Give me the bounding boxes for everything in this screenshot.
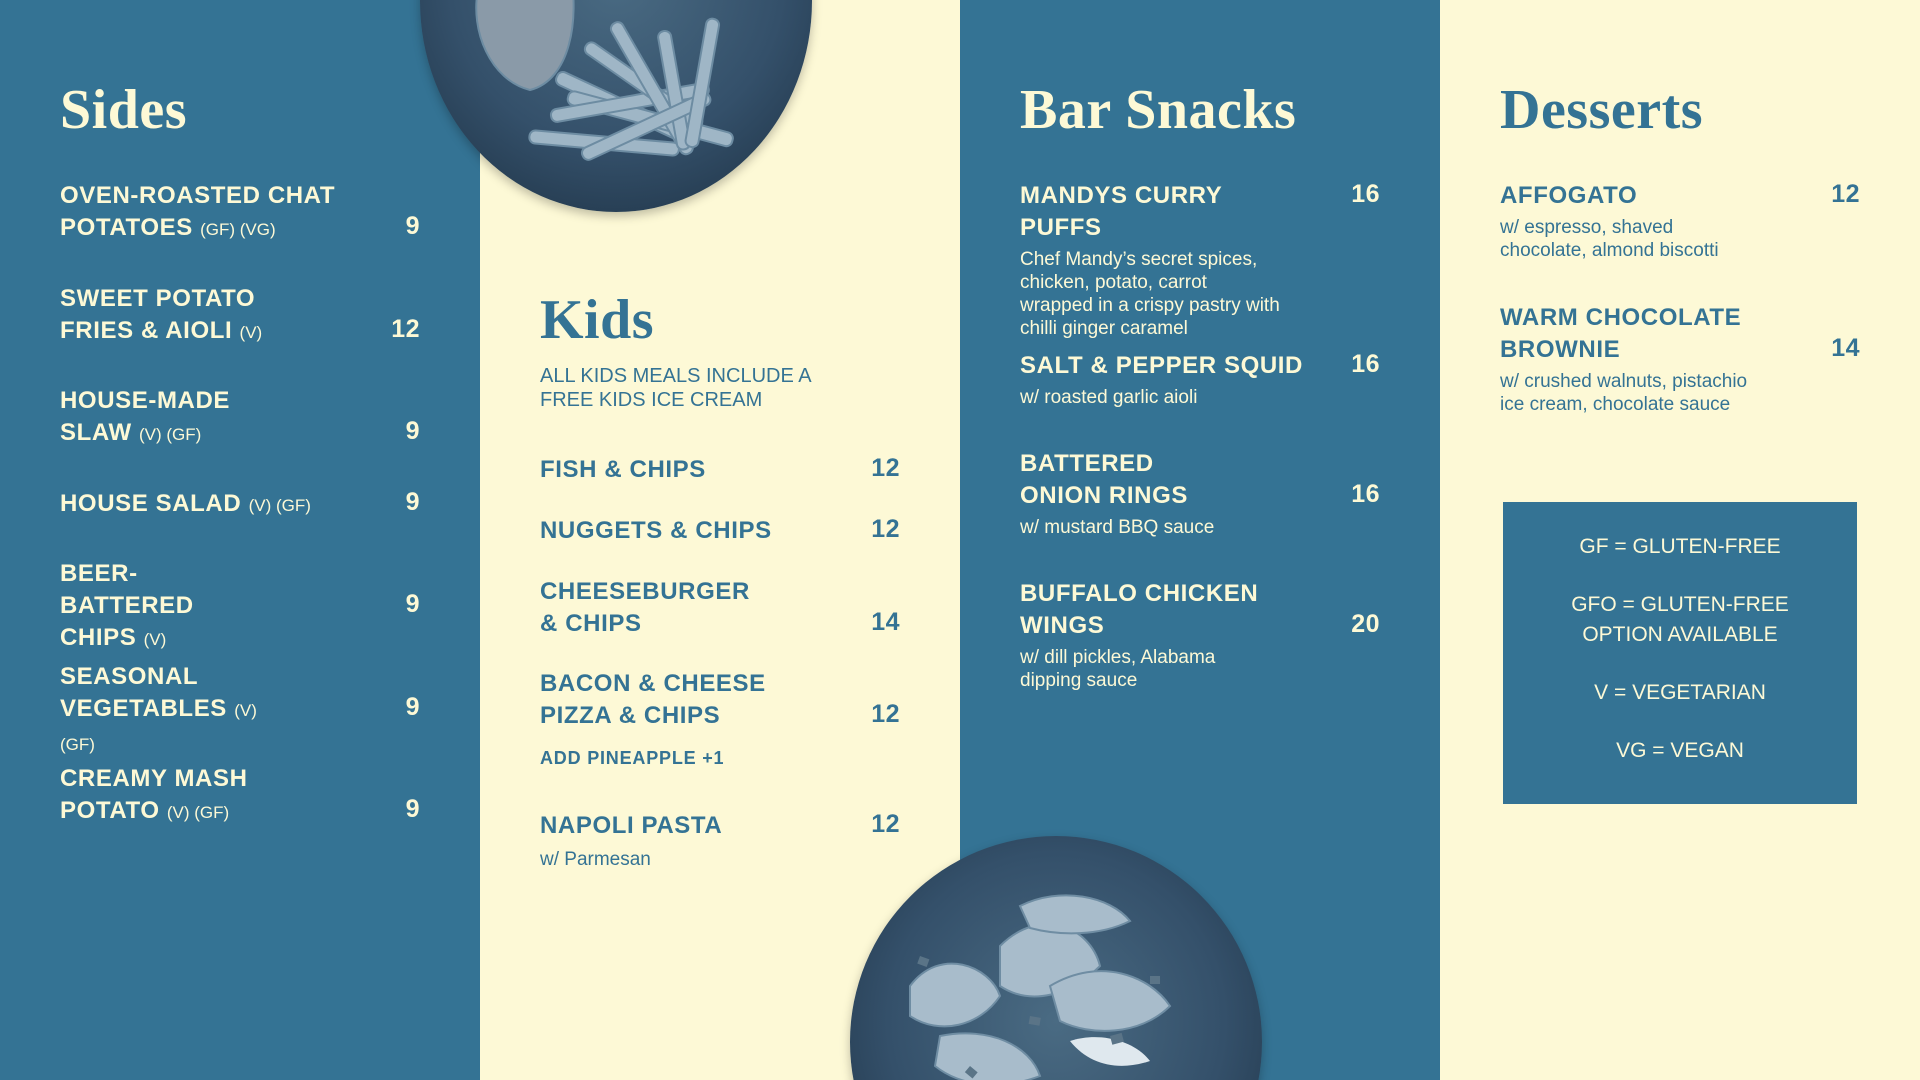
legend-vg: VG = VEGAN [1616,739,1744,762]
item-name: CHEESEBURGER & CHIPS [540,578,750,637]
item-name: CREAMY MASH POTATO [60,765,248,824]
kids-note: ALL KIDS MEALS INCLUDE A FREE KIDS ICE CREAM [540,365,811,411]
desserts-title: Desserts [1500,79,1704,141]
kids-title: Kids [540,289,655,351]
menu-item [540,454,900,486]
item-desc: w/ Parmesan [540,849,651,870]
item-name: NAPOLI PASTA [540,812,723,839]
menu-item [1020,180,1380,340]
item-desc: w/ espresso, shaved chocolate, almond biscotti [1500,217,1719,261]
item-name: WARM CHOCOLATE BROWNIE [1500,304,1742,363]
sides-column [0,0,480,1080]
menu-item [60,180,420,246]
item-name: SEASONAL VEGETABLES [60,663,227,722]
menu-item [60,283,420,349]
item-price: 14 [1831,334,1860,362]
diet-tags: (GF) (VG) [200,220,276,239]
item-price: 12 [871,454,900,482]
item-name: HOUSE-MADE SLAW [60,387,231,446]
item-name: BATTERED ONION RINGS [1020,450,1188,509]
legend-gf: GF = GLUTEN-FREE [1579,535,1781,558]
menu-item [540,515,900,547]
sides-title: Sides [60,79,187,141]
menu-item [60,558,420,656]
menu-item [540,668,900,732]
item-name: SALT & PEPPER SQUID [1020,352,1303,379]
menu-item [1500,180,1860,262]
item-name: BUFFALO CHICKEN WINGS [1020,580,1259,639]
menu-item [60,488,420,522]
item-name: SWEET POTATO FRIES & AIOLI [60,285,256,344]
item-price: 16 [1351,180,1380,208]
kids-addon: ADD PINEAPPLE +1 [540,748,725,768]
menu-item [1020,578,1380,692]
item-desc: w/ crushed walnuts, pistachio ice cream, chocolate sauce [1500,371,1748,415]
item-price: 9 [405,590,420,618]
menu-item [1020,448,1380,539]
item-name: OVEN-ROASTED CHAT POTATOES [60,182,336,241]
menu-item [60,385,420,451]
item-name: BEER-BATTERED CHIPS [60,560,194,651]
item-name: MANDYS CURRY PUFFS [1020,182,1222,241]
menu-item [60,763,420,829]
diet-tags: (V) (GF) [139,425,202,444]
item-price: 12 [871,700,900,728]
item-price: 9 [405,488,420,516]
menu-item [1020,350,1380,409]
item-price: 12 [1831,180,1860,208]
item-price: 12 [391,315,420,343]
diet-tags: (V) [143,630,167,649]
item-price: 9 [405,212,420,240]
item-price: 9 [405,693,420,721]
item-name: AFFOGATO [1500,182,1638,209]
item-price: 20 [1351,610,1380,638]
item-price: 14 [871,608,900,636]
legend-gfo: GFO = GLUTEN-FREE OPTION AVAILABLE [1571,593,1789,646]
dietary-legend [1503,502,1857,804]
item-desc: w/ roasted garlic aioli [1020,387,1198,408]
menu-item [60,661,420,761]
diet-tags: (V) [239,323,263,342]
item-price: 9 [405,417,420,445]
item-price: 9 [405,795,420,823]
menu-item [1500,302,1860,416]
item-price: 16 [1351,350,1380,378]
item-name: HOUSE SALAD [60,490,242,517]
item-price: 12 [871,810,900,838]
item-desc: w/ dill pickles, Alabama dipping sauce [1020,647,1216,691]
item-desc: Chef Mandy’s secret spices, chicken, potato, carrot wrapped in a crispy pastry with chilli ginger caramel [1020,249,1280,339]
item-name: BACON & CHEESE PIZZA & CHIPS [540,670,766,729]
item-price: 12 [871,515,900,543]
diet-tags: (V) (GF) [166,803,230,822]
diet-tags: (V) (GF) [60,701,257,754]
item-desc: w/ mustard BBQ sauce [1020,517,1215,538]
diet-tags: (V) (GF) [248,496,311,515]
item-name: FISH & CHIPS [540,456,706,483]
menu-item [540,810,900,871]
legend-v: V = VEGETARIAN [1594,681,1766,704]
menu-item [540,576,900,640]
item-price: 16 [1351,480,1380,508]
bar-snacks-title: Bar Snacks [1020,79,1297,141]
item-name: NUGGETS & CHIPS [540,517,772,544]
